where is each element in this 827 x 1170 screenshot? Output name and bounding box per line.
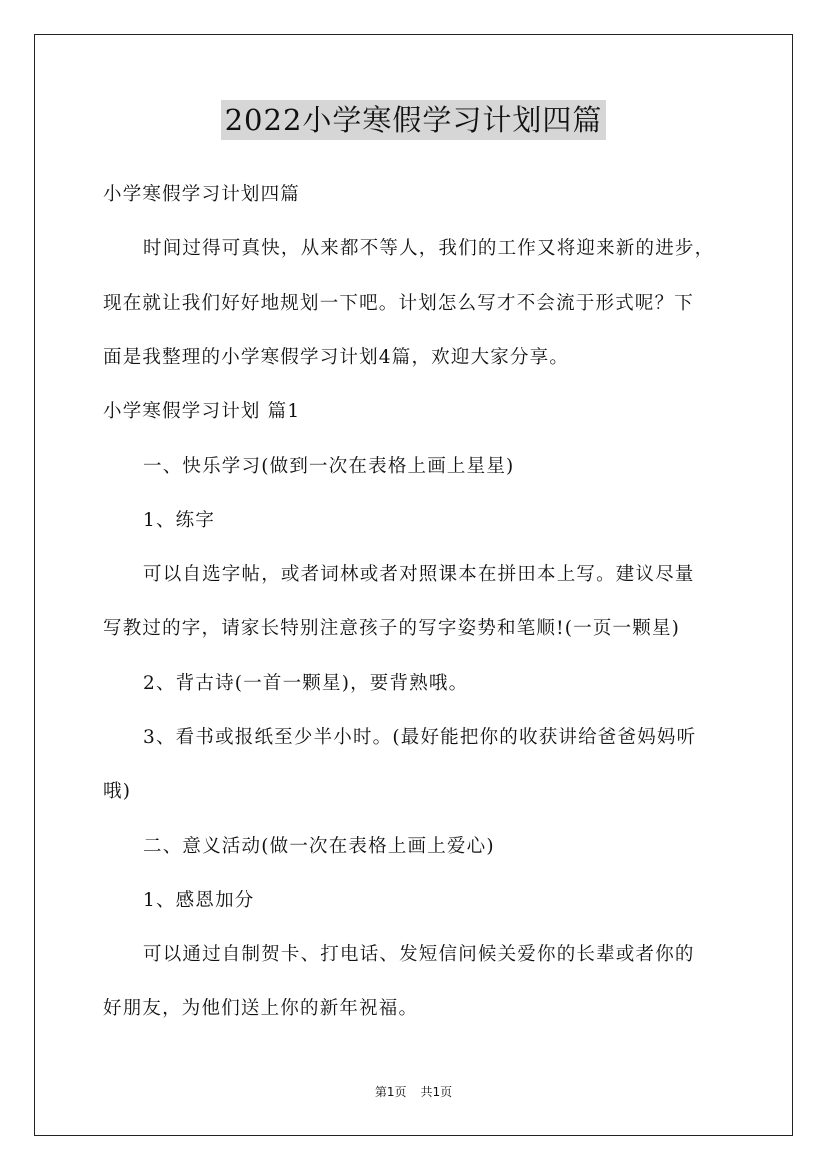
paragraph-line: 3、看书或报纸至少半小时。(最好能把你的收获讲给爸爸妈妈听 — [143, 727, 697, 748]
paragraph-line: 2、背古诗(一首一颗星)，要背熟哦。 — [143, 673, 469, 694]
paragraph-line: 时间过得可真快，从来都不等人，我们的工作又将迎来新的进步， — [143, 238, 715, 259]
paragraph-line: 可以通过自制贺卡、打电话、发短信问候关爱你的长辈或者你的 — [143, 944, 695, 965]
section-heading: 小学寒假学习计划 篇1 — [103, 401, 301, 422]
page-number: 第1页 — [374, 1085, 407, 1099]
title-container — [0, 100, 827, 140]
subtitle-line: 小学寒假学习计划四篇 — [103, 184, 301, 205]
paragraph-line: 一、快乐学习(做到一次在表格上画上星星) — [143, 456, 515, 477]
paragraph-line: 1、练字 — [143, 510, 216, 531]
total-pages: 共1页 — [420, 1085, 453, 1099]
paragraph-line: 二、意义活动(做一次在表格上画上爱心) — [143, 836, 495, 857]
paragraph-line: 哦) — [103, 781, 132, 802]
paragraph-line: 好朋友，为他们送上你的新年祝福。 — [103, 998, 419, 1019]
page-footer — [0, 1084, 827, 1100]
paragraph-line: 1、感恩加分 — [143, 890, 255, 911]
paragraph-line: 现在就让我们好好地规划一下吧。计划怎么写才不会流于形式呢？下 — [103, 293, 695, 314]
paragraph-line: 面是我整理的小学寒假学习计划4篇，欢迎大家分享。 — [103, 347, 570, 368]
paragraph-line: 写教过的字，请家长特别注意孩子的写字姿势和笔顺!(一页一颗星) — [103, 618, 681, 639]
document-title: 2022小学寒假学习计划四篇 — [221, 100, 607, 140]
paragraph-line: 可以自选字帖，或者词林或者对照课本在拼田本上写。建议尽量 — [143, 564, 695, 585]
